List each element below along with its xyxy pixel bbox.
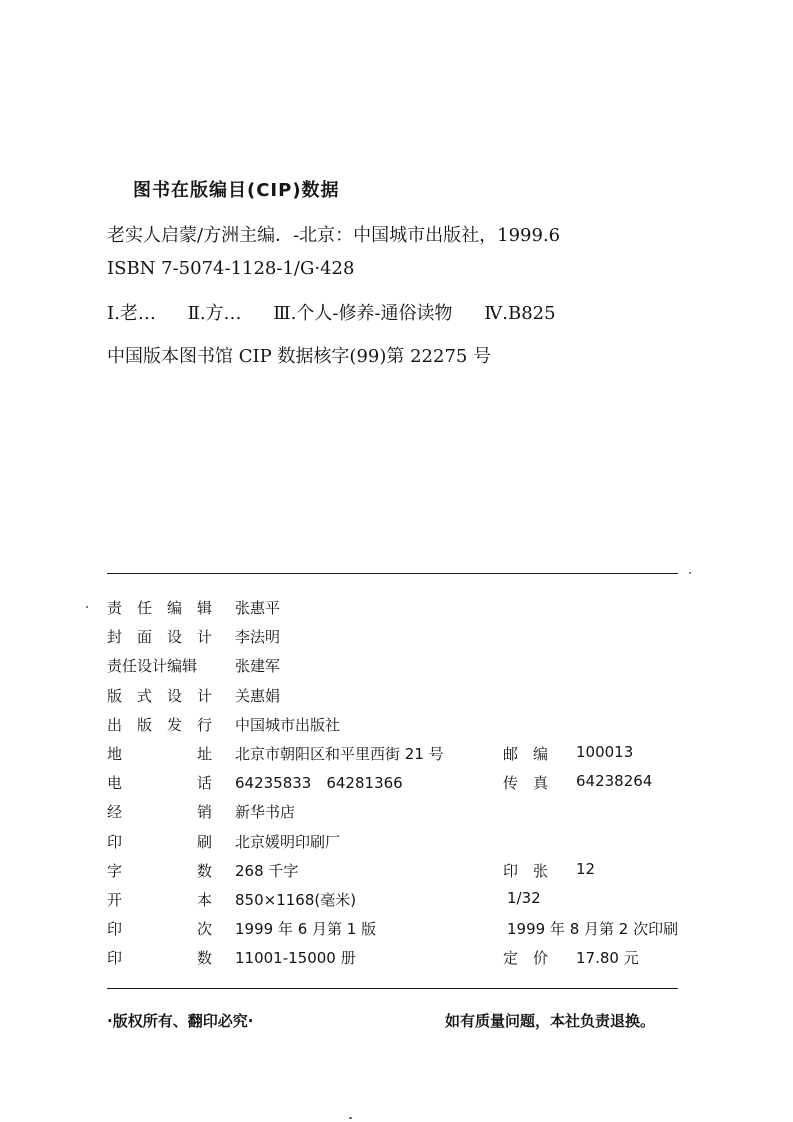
credit-value: 850×1168(毫米): [235, 891, 357, 909]
credit-label-char: 辑: [196, 599, 212, 617]
credit-value: 李法明: [235, 628, 281, 647]
credit-secondary-value: 1/32: [507, 889, 541, 907]
cip-title-line: 老实人启蒙/方洲主编．-北京：中国城市出版社，1999.6: [107, 225, 561, 246]
credit-label-char: 开: [107, 891, 123, 909]
credit-value: 北京市朝阳区和平里西街 21 号: [235, 745, 444, 763]
credit-secondary-label: 传 真: [503, 774, 549, 793]
credit-label: [107, 801, 212, 822]
credit-label-char: 数: [196, 861, 212, 880]
credit-label: [107, 918, 212, 939]
credit-label: [107, 889, 212, 910]
credit-secondary-value: 64238264: [576, 772, 653, 791]
credit-label: [107, 655, 212, 676]
credit-label: [107, 714, 212, 735]
credit-label: [107, 860, 212, 881]
credit-label-char: 本: [196, 891, 212, 909]
scan-speck: [689, 572, 691, 574]
credit-label: [107, 772, 212, 793]
credit-label-char: 计: [196, 628, 212, 647]
credit-label-char: 式: [136, 686, 152, 705]
credit-label-char: 版: [136, 715, 152, 734]
credit-label-char: 行: [196, 715, 212, 734]
copyright-notice: ·版权所有、翻印必究·: [107, 1012, 254, 1030]
credit-value: 张惠平: [235, 599, 281, 617]
credit-secondary-value: 12: [576, 859, 596, 878]
credit-value: 64235833 64281366: [235, 774, 403, 793]
credit-label-char: 印: [107, 949, 123, 968]
credit-label-char: 印: [107, 832, 123, 851]
credit-label: [107, 743, 212, 764]
credit-label-char: 电: [107, 774, 123, 793]
credit-secondary-label: 印 张: [503, 861, 549, 880]
credit-secondary-value: 1999 年 8 月第 2 次印刷: [507, 920, 679, 939]
credit-label-char: 封: [107, 628, 123, 647]
classification-item: Ⅱ.方…: [187, 303, 242, 324]
credit-secondary-label: 定 价: [503, 949, 549, 968]
cip-record-number: 中国版本图书馆 CIP 数据核字(99)第 22275 号: [107, 346, 492, 367]
exchange-notice: 如有质量问题，本社负责退换。: [445, 1012, 656, 1030]
credit-value: 11001-15000 册: [235, 949, 356, 968]
cip-isbn-line: ISBN 7-5074-1128-1/G·428: [107, 258, 355, 279]
credit-value: 中国城市出版社: [235, 715, 341, 734]
credit-label-char: 址: [196, 745, 212, 763]
divider-bottom: [107, 988, 678, 989]
classification-item: Ⅲ.个人-修养-通俗读物: [273, 303, 453, 324]
credit-label-char: 责任设计编辑: [107, 657, 198, 676]
cip-heading: 图书在版编目(CIP)数据: [133, 180, 340, 201]
credit-label-char: 经: [107, 803, 123, 822]
credit-value: 关惠娟: [235, 686, 281, 705]
credit-label-char: 责: [107, 599, 123, 617]
credit-value: 北京媛明印刷厂: [235, 832, 341, 851]
divider-top: [107, 573, 678, 574]
credit-label-char: 版: [107, 686, 123, 705]
scan-speck: [349, 1117, 352, 1119]
credit-label-char: 数: [196, 949, 212, 968]
scan-speck: [86, 606, 88, 608]
credit-label-char: 计: [196, 686, 212, 705]
credit-label: [107, 685, 212, 706]
credit-label-char: 字: [107, 861, 123, 880]
classification-item: Ⅰ.老…: [107, 303, 156, 324]
credit-value: 1999 年 6 月第 1 版: [235, 920, 377, 939]
credit-secondary-label: 邮 编: [503, 745, 549, 763]
credit-value: 268 千字: [235, 861, 299, 880]
credit-secondary-value: 100013: [576, 743, 634, 761]
credit-label: [107, 831, 212, 852]
credit-label-char: 设: [166, 686, 182, 705]
credit-value: 新华书店: [235, 803, 296, 822]
credit-label-char: 刷: [196, 832, 212, 851]
credit-label: [107, 947, 212, 968]
credit-label-char: 话: [196, 774, 212, 793]
credit-label-char: 销: [196, 803, 212, 822]
credit-label-char: 面: [136, 628, 152, 647]
credit-secondary-value: 17.80 元: [576, 949, 639, 968]
credit-value: 张建军: [235, 657, 281, 676]
cip-classification-line: [107, 299, 556, 325]
credit-label-char: 印: [107, 920, 123, 939]
credit-label: [107, 597, 212, 618]
credit-label-char: 任: [136, 599, 152, 617]
credit-label: [107, 626, 212, 647]
credit-label-char: 编: [166, 599, 182, 617]
classification-item: Ⅳ.B825: [484, 303, 556, 324]
credit-label-char: 地: [107, 745, 123, 763]
credit-label-char: 出: [107, 715, 123, 734]
credit-label-char: 发: [166, 715, 182, 734]
credit-label-char: 次: [196, 920, 212, 939]
credit-label-char: 设: [166, 628, 182, 647]
